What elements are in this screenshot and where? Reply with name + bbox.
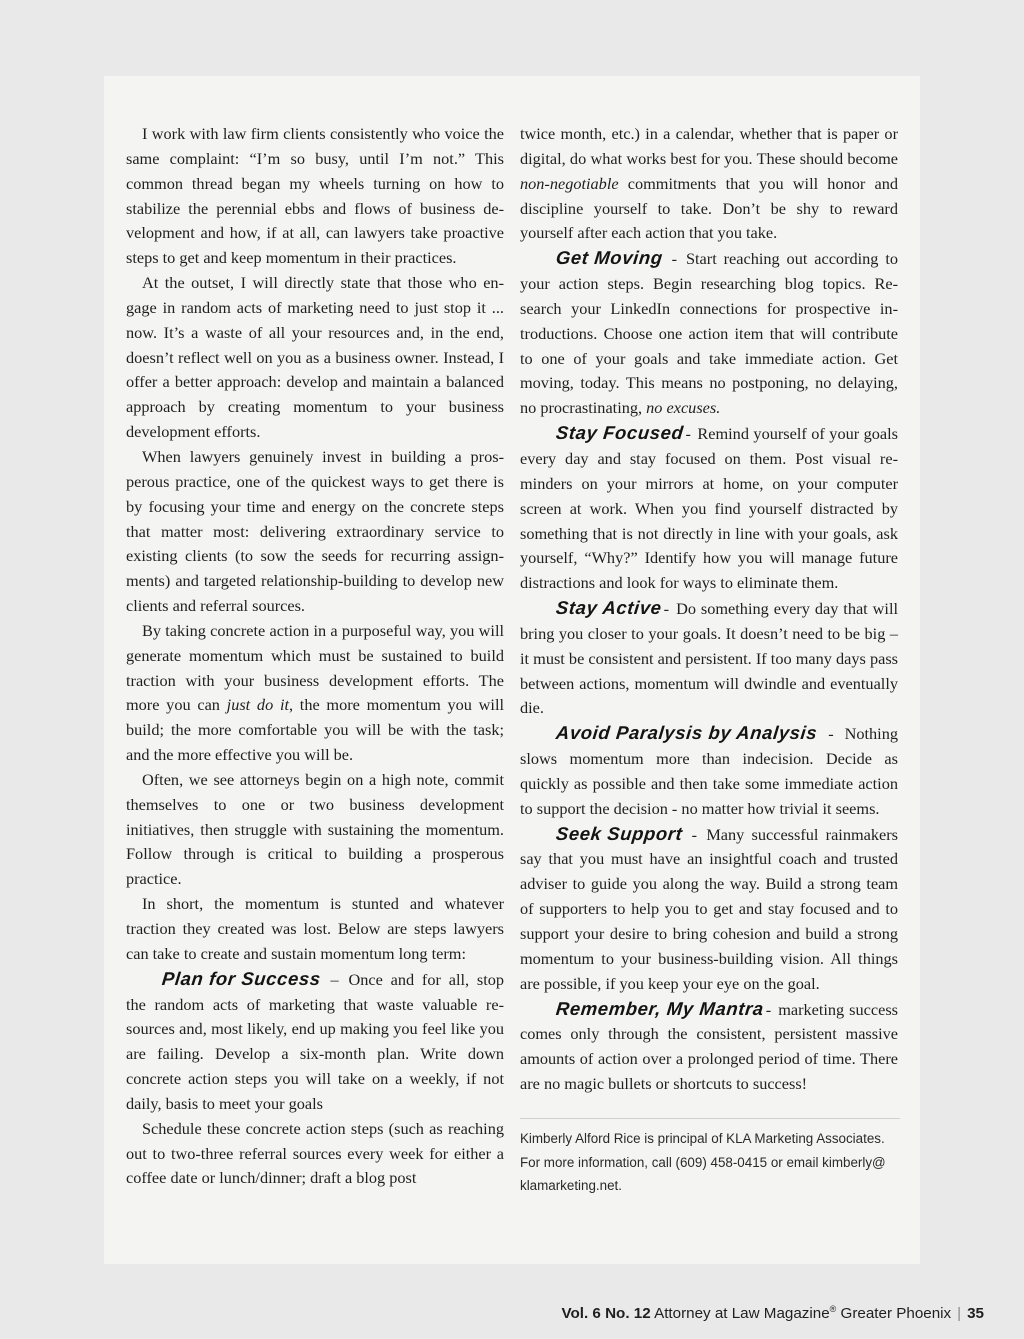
paragraph: In short, the momentum is stunted and whatever traction they created was lost. Below are steps lawyers can take to create and sustain momentum long term: [126, 894, 504, 963]
paragraph: Often, we see attorneys begin on a high note, commit themselves to one or two business development initiatives, then struggle with sustaining the momentum. Follow through is critical to building a prosperous practice. [126, 769, 504, 889]
section-seek-support: Seek Support - Many successful rainmakers say that you must have an insightful coach and trusted adviser to guide you along the way. Build a strong team of supporters to help you to get and stay focused and to support your desire to bring cohesion and build a strong momentum to your business-building vision. All things are possible, if you keep your eye on the goal. [520, 822, 898, 993]
subheading: Stay Focused [554, 422, 685, 444]
paragraph: By taking concrete action in a purposeful way, you will generate momentum which must be sustained to build traction with your business development efforts. The more you can just do it, the more momentum you will build; the more comfortable you will be with the task; and the more effective you will be. [126, 620, 504, 765]
subheading: Avoid Paralysis by Analysis [554, 722, 819, 744]
author-bio: Kimberly Alford Rice is principal of KLA Marketing Associates. For more information, call (609) 458-0415 or email kimberly@ klamarketing.net. [520, 1131, 886, 1194]
paragraph: I work with law firm clients consistently who voice the same complaint: “I’m so busy, until I’m not.” This common thread began my wheels turning on how to stabilize the perennial ebbs and flows of business development and how, if at all, can lawyers take proactive steps to get and keep momentum in their practices. [126, 124, 504, 268]
subheading: Stay Active [554, 597, 663, 619]
article-column-left [126, 122, 504, 1191]
magazine-name: Attorney at Law Magazine [654, 1305, 830, 1323]
edition-name: Greater Phoenix [840, 1305, 952, 1323]
bio-divider [520, 1118, 900, 1119]
paragraph: At the outset, I will directly state that those who engage in random acts of marketing need to just stop it ... now. It’s a waste of all your resources and, in the end, doesn’t reflect well on you as a business owner. Instead, I offer a better approach: develop and maintain a balanced approach by creating momentum to your business development efforts. [126, 273, 504, 442]
section-plan-for-success: Plan for Success – Once and for all, stop the random acts of marketing that waste valuable resources and, most likely, end up making you feel like you are failing. Develop a six-month plan. Write down concrete action steps you will take on a weekly, if not daily, basis to meet your goals [126, 967, 505, 1113]
footer-separator: | [957, 1305, 962, 1323]
paragraph: When lawyers genuinely invest in building a prosperous practice, one of the quickest ways to get there is by focusing your time and energy on the concrete steps that matter most: delivering extraordinary service to existing clients (to sow the seeds for recurring assignments) and targeted relationship-building to develop new clients and referral sources. [126, 446, 504, 616]
section-stay-active: Stay Active- Do something every day that will bring you closer to your goals. It doesn’t need to be big – it must be consistent and persistent. If too many days pass between actions, momentum will dwindle and eventually die. [520, 597, 898, 718]
section-get-moving: Get Moving - Start reaching out according to your action steps. Begin researching blog topics. Research your LinkedIn connections for prospective introductions. Choose one action item that will contribute to one of your goals and take immediate action. Get moving, today. This means no postponing, no delaying, no procrastinating, no excuses. [520, 247, 899, 418]
article-column-right [520, 122, 898, 1097]
subheading: Seek Support [554, 822, 684, 844]
volume-number: Vol. 6 No. 12 [561, 1305, 651, 1323]
paragraph: Schedule these concrete action steps (such as reaching out to two-three referral sources every week for either a coffee date or lunch/dinner; draft a blog post [126, 1118, 504, 1188]
subheading: Get Moving [554, 247, 664, 269]
paragraph: twice month, etc.) in a calendar, whether that is paper or digital, do what works best for you. These should become non-negotiable commitments that you will honor and discipline yourself to take. Don’t be shy to reward yourself after each action that you take. [520, 124, 898, 243]
page-footer: Vol. 6 No. 12 Attorney at Law Magazine® Greater Phoenix | 35 [561, 1304, 984, 1323]
subheading: Remember, My Mantra [554, 997, 765, 1019]
page-number: 35 [967, 1305, 984, 1323]
section-stay-focused: Stay Focused- Remind yourself of your goals every day and stay focused on them. Post visual reminders on your mirrors at home, on your computer screen at work. When you find yourself distracted by something that is not directly in line with your goals, ask yourself, “Why?” Identify how you will manage future distractions and look for ways to eliminate them. [520, 422, 898, 593]
section-avoid-paralysis: Avoid Paralysis by Analysis - Nothing slows momentum more than indecision. Decide as quickly as possible and then take some immediate action to support the decision - no matter how trivial it seems. [520, 722, 898, 818]
section-remember-mantra: Remember, My Mantra- marketing success comes only through the consistent, persistent massive amounts of action over a prolonged period of time. There are no magic bullets or shortcuts to success! [520, 997, 898, 1094]
subheading: Plan for Success [160, 967, 322, 989]
